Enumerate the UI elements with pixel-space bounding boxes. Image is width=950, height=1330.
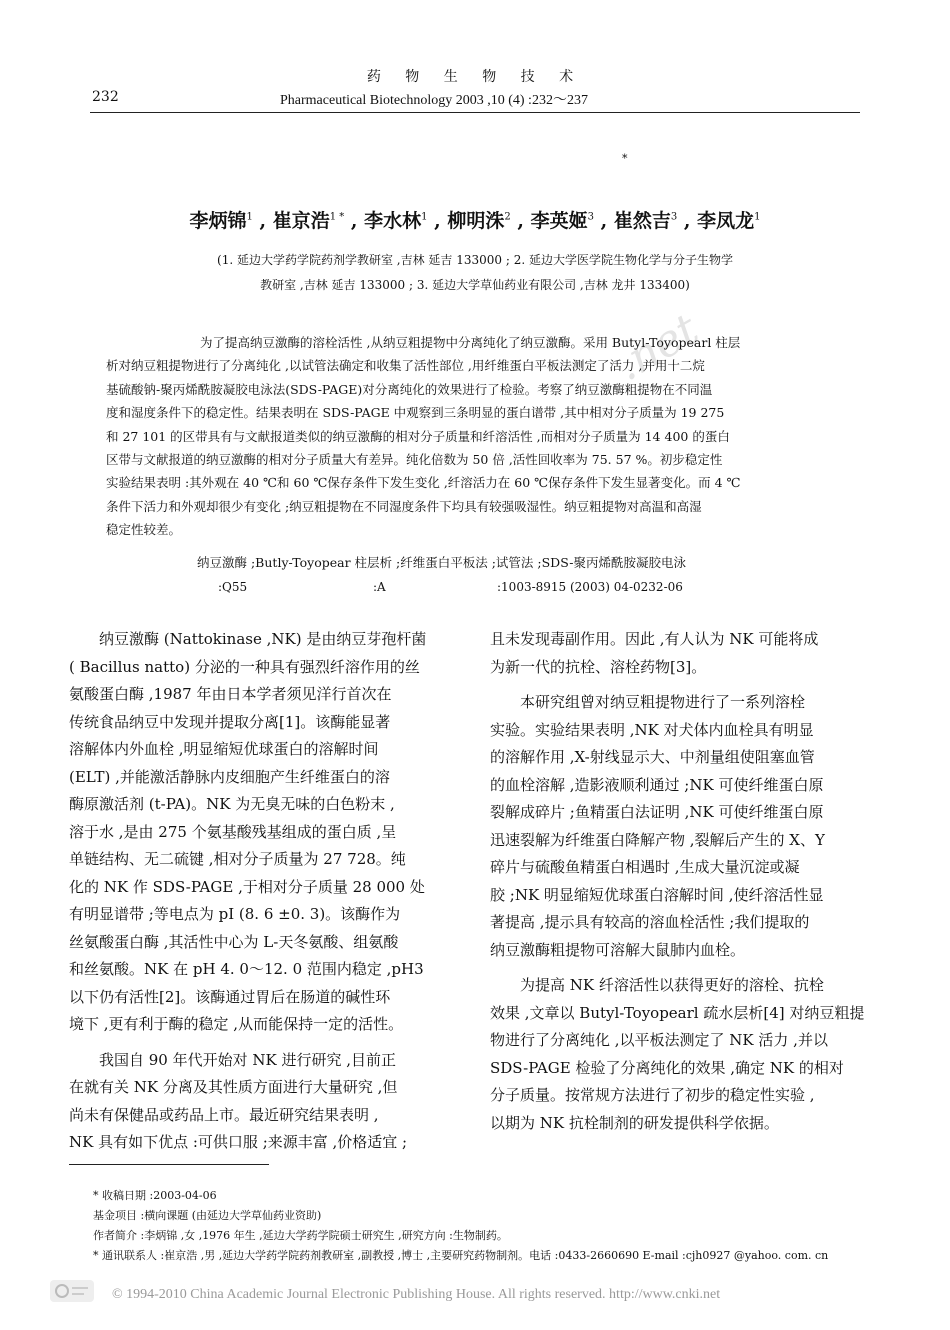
author: 崔京浩$^{1 *}$ xyxy=(272,210,345,232)
text-line: 实验。实验结果表明 ,NK 对犬体内血栓具有明显 xyxy=(490,720,814,739)
title-footnote-marker: * xyxy=(622,152,628,165)
abstract-line: 基硫酸钠-聚丙烯酰胺凝胶电泳法(SDS-PAGE)对分离纯化的效果进行了检验。考察了纳豆激酶粗提物在不同温 xyxy=(106,381,713,397)
text-line: 物进行了分离纯化 ,以平板法测定了 NK 活力 ,并以 xyxy=(490,1031,828,1049)
abstract-line: 稳定性较差。 xyxy=(106,522,182,538)
text-line: 效果 ,文章以 Butyl-Toyopearl 疏水层析[4] 对纳豆粗提 xyxy=(490,1003,865,1022)
abstract-line: 条件下活力和外观却很少有变化 ;纳豆粗提物在不同湿度条件下均具有较强吸湿性。纳豆粗提物对高温和高湿 xyxy=(106,498,702,514)
copyright-notice: © 1994-2010 China Academic Journal Electronic Publishing House. All rights reserved. http://www.cnki.net xyxy=(112,1287,721,1302)
text-line: 传统食品纳豆中发现并提取分离[1]。该酶能显著 xyxy=(69,712,391,731)
text-line: 纳豆激酶 (Nattokinase ,NK) 是由纳豆芽孢杆菌 xyxy=(99,630,427,648)
text-line: 胶 ;NK 明显缩短优球蛋白溶解时间 ,使纤溶活性显 xyxy=(490,885,824,904)
footnote-line: 作者简介 :李炳锦 ,女 ,1976 年生 ,延边大学药学院硕士研究生 ,研究方向 :生物制药。 xyxy=(93,1229,508,1242)
keywords: 纳豆激酶 ;Butly-Toyopear 柱层析 ;纤维蛋白平板法 ;试管法 ;SDS-聚丙烯酰胺凝胶电泳 xyxy=(197,555,686,570)
paragraph xyxy=(490,626,884,681)
text-line: (ELT) ,并能激活静脉内皮细胞产生纤维蛋白的溶 xyxy=(69,767,390,786)
text-line: NK 具有如下优点 :可供口服 ;来源丰富 ,价格适宜 ; xyxy=(69,1133,408,1151)
text-line: 为提高 NK 纤溶活性以获得更好的溶栓、抗栓 xyxy=(520,976,824,994)
article-number: :1003-8915 (2003) 04-0232-06 xyxy=(497,580,683,594)
text-line: 且未发现毒副作用。因此 ,有人认为 NK 可能将成 xyxy=(490,630,819,648)
footnotes xyxy=(93,1186,828,1266)
text-line: 氨酸蛋白酶 ,1987 年由日本学者须见洋行首次在 xyxy=(69,685,392,703)
text-line: 丝氨酸蛋白酶 ,其活性中心为 L-天冬氨酸、组氨酸 xyxy=(69,932,399,951)
text-line: 溶解体内外血栓 ,明显缩短优球蛋白的溶解时间 xyxy=(69,740,379,758)
affiliation-line: 教研室 ,吉林 延吉 133000 ; 3. 延边大学草仙药业有限公司 ,吉林 龙井 133400) xyxy=(260,278,690,292)
footnote-line: * 通讯联系人 :崔京浩 ,男 ,延边大学药学院药剂教研室 ,副教授 ,博士 ,主要研究药物制剂。电话 :0433-2660690 E-mail :cjh0927 @yahoo. com. cn xyxy=(93,1249,829,1262)
text-line: 的溶解作用 ,X-射线显示大、中剂量组使阻塞血管 xyxy=(490,748,815,766)
body-column-left xyxy=(69,626,461,1157)
text-line: 纳豆激酶粗提物可溶解大鼠肺内血栓。 xyxy=(490,940,746,959)
abstract-line: 实验结果表明 :其外观在 40 ℃和 60 ℃保存条件下发生变化 ,纤溶活力在 60 ℃保存条件下发生显著变化。而 4 ℃ xyxy=(106,475,741,491)
author-list: 李炳锦$^1$ , 崔京浩$^{1 *}$ , 李水林$^1$ , 柳明洙$^2$ , 李英姬$^3$ , 崔然吉$^3$ , 李凤龙$^1$ xyxy=(189,210,761,232)
text-line: 迅速裂解为纤维蛋白降解产物 ,裂解后产生的 X、Y xyxy=(490,830,825,849)
footnote-line: * 收稿日期 :2003-04-06 xyxy=(93,1189,217,1202)
abstract-line: 为了提高纳豆激酶的溶栓活性 ,从纳豆粗提物中分离纯化了纳豆激酶。采用 Butyl-Toyopearl 柱层 xyxy=(200,335,741,350)
text-line: 分子质量。按常规方法进行了初步的稳定性实验 , xyxy=(490,1086,815,1104)
text-line: 化的 NK 作 SDS-PAGE ,于相对分子质量 28 000 处 xyxy=(69,877,425,896)
watermark-text: .net xyxy=(607,303,708,392)
text-line: 酶原激活剂 (t-PA)。NK 为无臭无味的白色粉末 , xyxy=(69,795,395,813)
author: 李水林$^1$ xyxy=(364,210,428,232)
page-number: 232 xyxy=(92,89,119,105)
author: 李炳锦$^1$ xyxy=(189,210,253,232)
journal-title-cn: 药 物 生 物 技 术 xyxy=(366,69,584,85)
paragraph xyxy=(69,1047,461,1157)
text-line: ( Bacillus natto) 分泌的一种具有强烈纤溶作用的丝 xyxy=(69,657,420,676)
text-line: SDS-PAGE 检验了分离纯化的效果 ,确定 NK 的相对 xyxy=(490,1058,844,1077)
footnote-rule xyxy=(69,1164,269,1165)
abstract-line: 度和湿度条件下的稳定性。结果表明在 SDS-PAGE 中观察到三条明显的蛋白谱带 ,其中相对分子质量为 19 275 xyxy=(106,405,725,421)
text-line: 碎片与硫酸鱼精蛋白相遇时 ,生成大量沉淀或凝 xyxy=(490,858,800,876)
text-line: 尚未有保健品或药品上市。最近研究结果表明 , xyxy=(69,1105,379,1124)
paragraph xyxy=(490,689,884,964)
text-line: 和丝氨酸。NK 在 pH 4. 0～12. 0 范围内稳定 ,pH3 xyxy=(69,960,424,978)
document-code: :A xyxy=(373,580,386,594)
text-line: 以下仍有活性[2]。该酶通过胃后在肠道的碱性环 xyxy=(69,987,391,1006)
abstract-line: 析对纳豆粗提物进行了分离纯化 ,以试管法确定和收集了活性部位 ,用纤维蛋白平板法测定了活力 ,并用十二烷 xyxy=(106,358,705,374)
author: 李英姬$^3$ xyxy=(530,210,595,232)
text-line: 有明显谱带 ;等电点为 pI (8. 6 ±0. 3)。该酶作为 xyxy=(69,905,401,923)
body-column-right xyxy=(490,626,884,1137)
text-line: 我国自 90 年代开始对 NK 进行研究 ,目前正 xyxy=(99,1050,397,1069)
text-line: 以期为 NK 抗栓制剂的研发提供科学依据。 xyxy=(490,1113,779,1132)
header-rule xyxy=(90,112,860,113)
author: 柳明洙$^2$ xyxy=(447,210,511,232)
abstract-line: 和 27 101 的区带具有与文献报道类似的纳豆激酶的相对分子质量和纤溶活性 ,而相对分子质量为 14 400 的蛋白 xyxy=(106,428,730,444)
author: 崔然吉$^3$ xyxy=(613,210,678,232)
publisher-logo-icon xyxy=(50,1276,94,1306)
footnote-line: 基金项目 :横向课题 (由延边大学草仙药业资助) xyxy=(93,1209,322,1222)
text-line: 单链结构、无二硫键 ,相对分子质量为 27 728。纯 xyxy=(69,850,406,868)
author: 李凤龙$^1$ xyxy=(697,210,761,232)
text-line: 溶于水 ,是由 275 个氨基酸残基组成的蛋白质 ,呈 xyxy=(69,822,397,841)
abstract-line: 区带与文献报道的纳豆激酶的相对分子质量大有差异。纯化倍数为 50 倍 ,活性回收率为 75. 57 %。初步稳定性 xyxy=(106,451,723,467)
text-line: 境下 ,更有利于酶的稳定 ,从而能保持一定的活性。 xyxy=(69,1015,404,1033)
journal-title-en: Pharmaceutical Biotechnology 2003 ,10 (4) :232～237 xyxy=(280,93,588,108)
paragraph xyxy=(490,972,884,1137)
text-line: 本研究组曾对纳豆粗提物进行了一系列溶栓 xyxy=(520,693,806,711)
abstract xyxy=(106,331,846,542)
text-line: 裂解成碎片 ;鱼精蛋白法证明 ,NK 可使纤维蛋白原 xyxy=(490,803,824,821)
text-line: 为新一代的抗栓、溶栓药物[3]。 xyxy=(490,657,707,676)
classification-number: :Q55 xyxy=(218,580,248,594)
text-line: 的血栓溶解 ,造影液顺利通过 ;NK 可使纤维蛋白原 xyxy=(490,775,824,794)
paragraph xyxy=(69,626,461,1039)
text-line: 在就有关 NK 分离及其性质方面进行大量研究 ,但 xyxy=(69,1078,398,1096)
affiliation-line: (1. 延边大学药学院药剂学教研室 ,吉林 延吉 133000 ; 2. 延边大学医学院生物化学与分子生物学 xyxy=(217,253,733,267)
text-line: 著提高 ,提示具有较高的溶血栓活性 ;我们提取的 xyxy=(490,913,810,931)
